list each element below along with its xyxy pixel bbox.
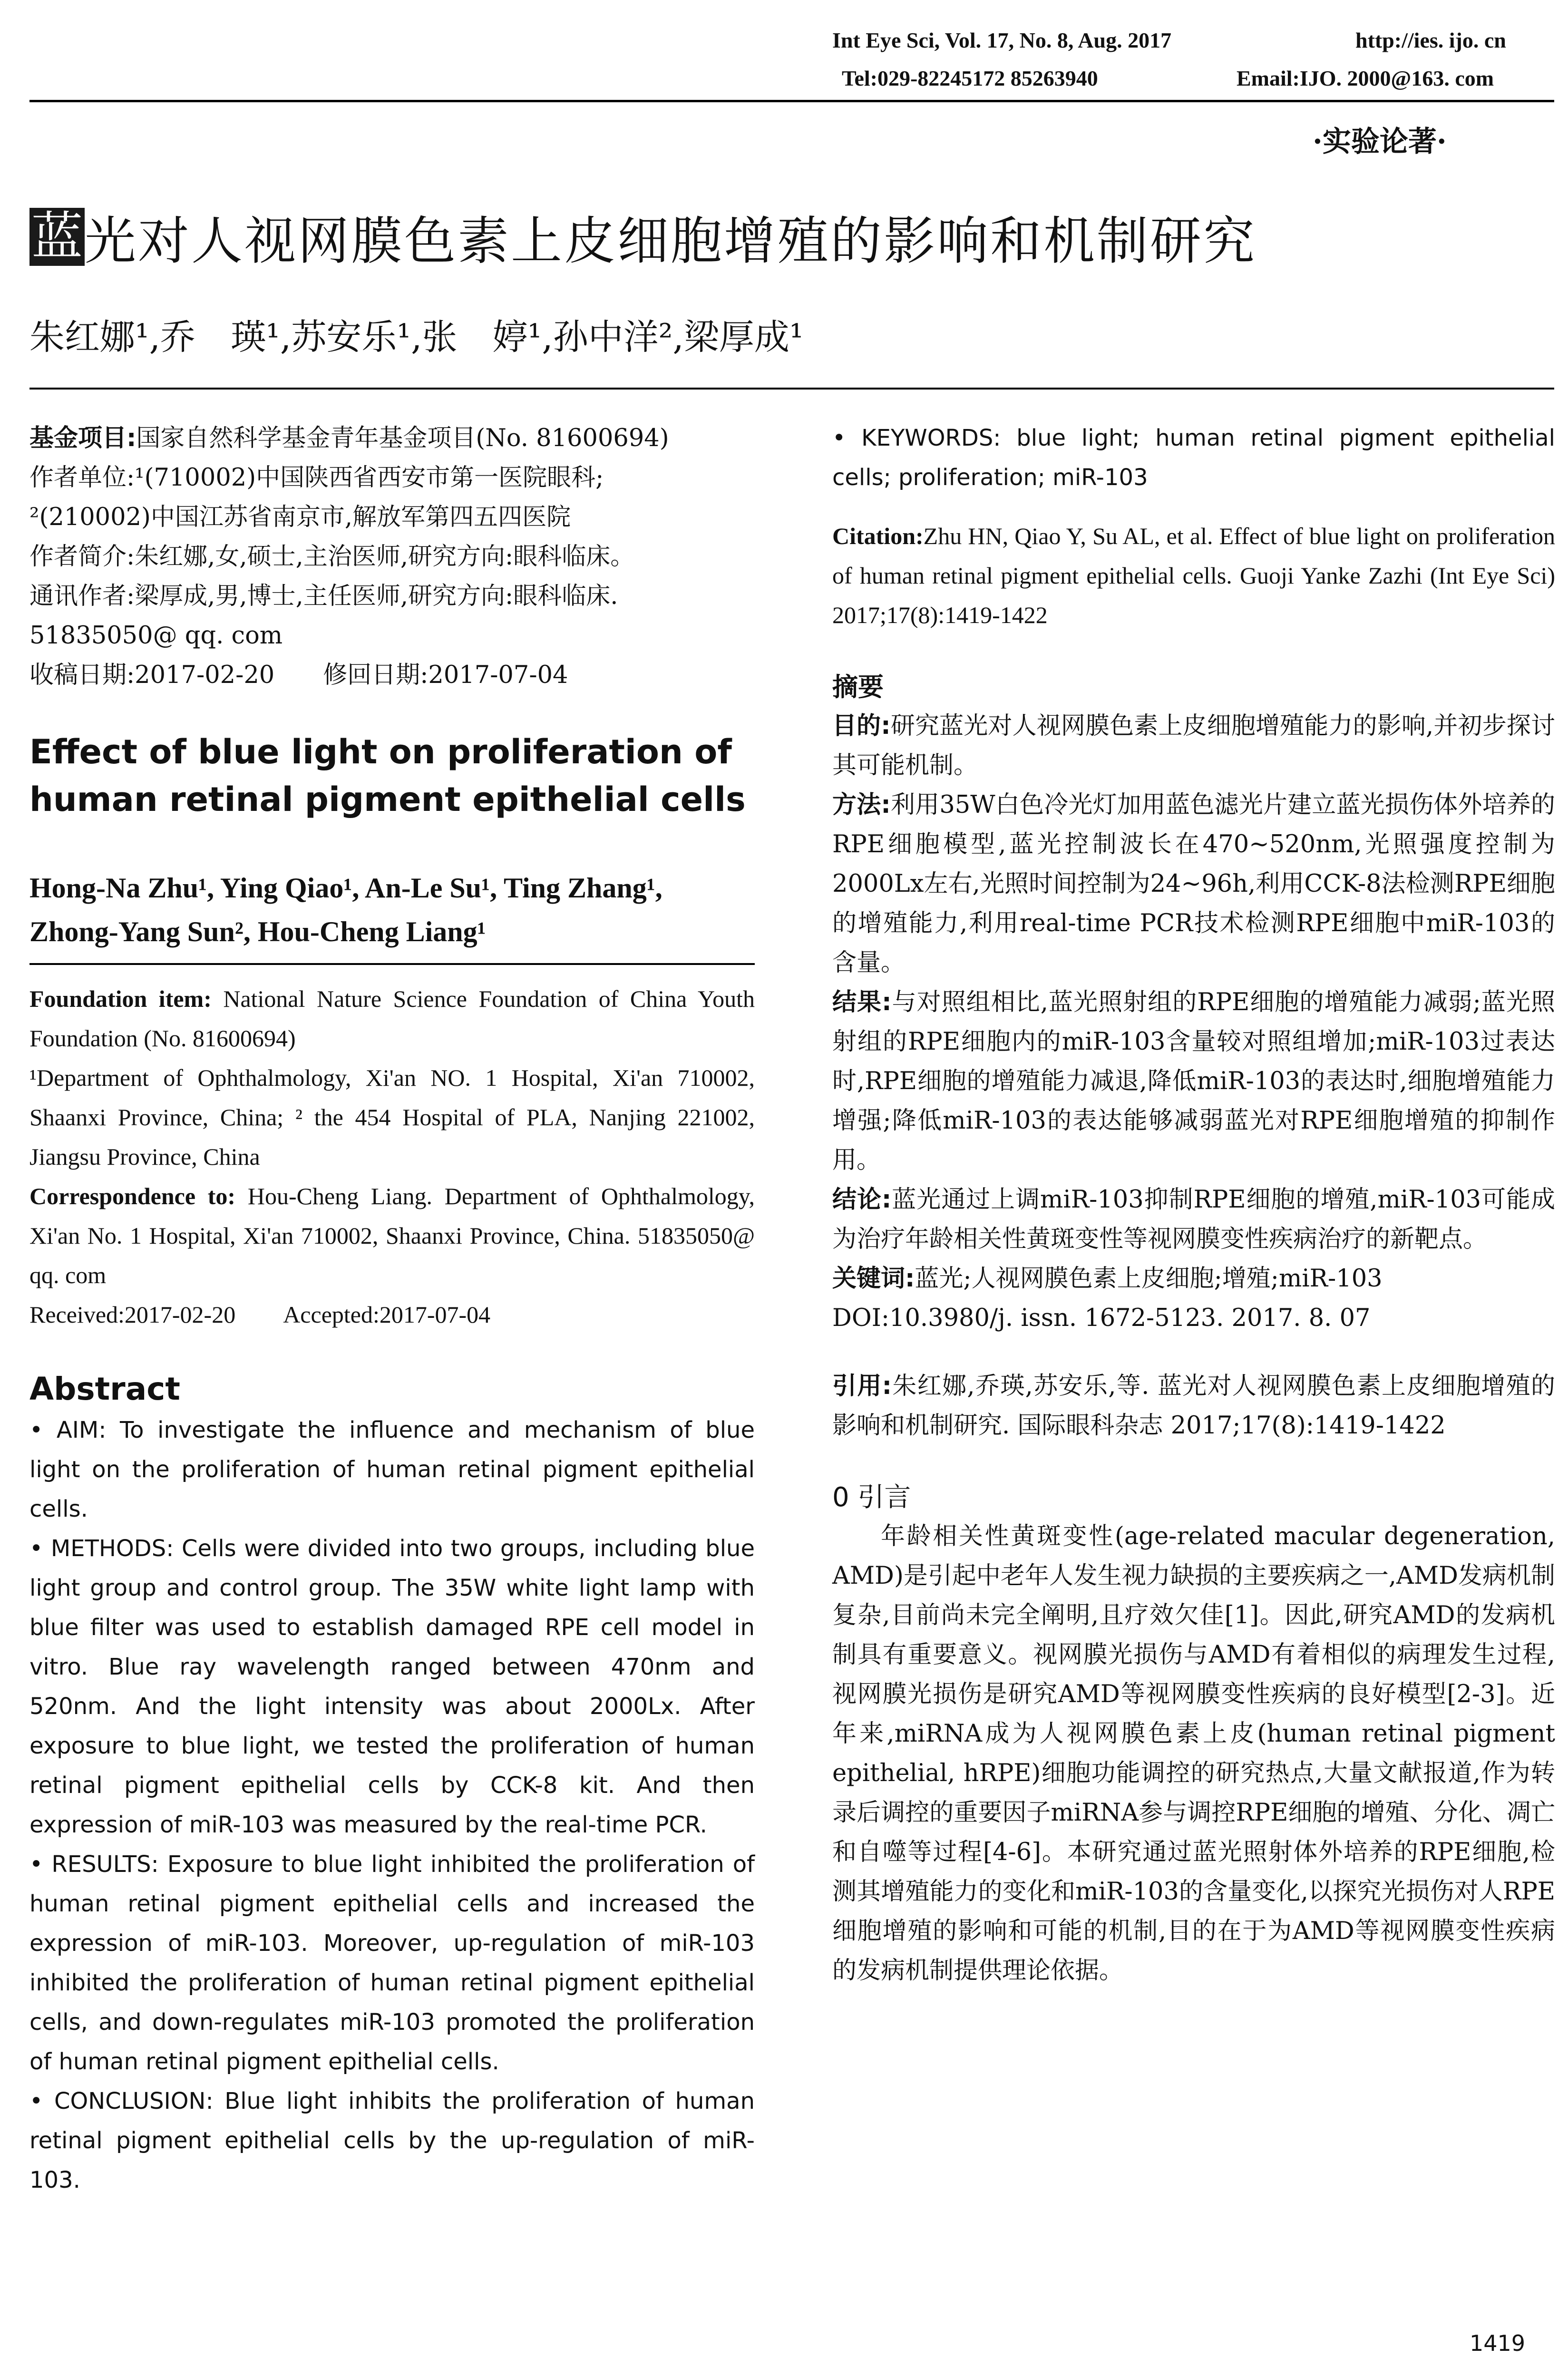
journal-url: http://ies. ijo. cn [1355,28,1506,52]
abstract-aim: • AIM: To investigate the influence and mechanism of blue light on the proliferation of human retinal pigment epithelial cells. [29,1417,755,1522]
cn-meta-line: ²(210002)中国江苏省南京市,解放军第四五四医院 [29,503,571,531]
intro-heading: 0 引言 [832,1482,911,1513]
left-column [29,419,755,2200]
zhaiyao-body [832,706,1555,1338]
title-initial: 蓝 [29,208,85,266]
right-column [832,419,1555,1990]
authors-rule [29,388,1554,390]
keywords-en: • KEYWORDS: blue light; human retinal pigment epithelial cells; proliferation; miR-103 [832,425,1555,491]
fangfa: 方法:利用35W白色冷光灯加用蓝色滤光片建立蓝光损伤体外培养的RPE细胞模型,蓝光控制波长在470~520nm,光照强度控制为2000Lx左右,光照时间控制为24~96h,利用CCK-8法检测RPE细胞的增殖能力,利用real-time PCR技术检测RPE细胞中miR-103的含量。 [832,791,1555,977]
citation-cn: 引用:朱红娜,乔瑛,苏安乐,等. 蓝光对人视网膜色素上皮细胞增殖的影响和机制研究. 国际眼科杂志 2017;17(8):1419-1422 [832,1372,1555,1440]
received-accepted: Received:2017-02-20 Accepted:2017-07-04 [29,1301,491,1328]
journal-line: Int Eye Sci, Vol. 17, No. 8, Aug. 2017 [832,28,1172,52]
affiliations: ¹Department of Ophthalmology, Xi'an NO. 1 Hospital, Xi'an 710002, Shaanxi Province, China; ² the 454 Hospital of PLA, Nanjing 221002, Jiangsu Province, China [29,1064,755,1170]
jieguo: 结果:与对照组相比,蓝光照射组的RPE细胞的增殖能力减弱;蓝光照射组的RPE细胞内的miR-103含量较对照组增加;miR-103过表达时,RPE细胞的增殖能力减退,降低miR-103的表达时,细胞增殖能力增强;降低miR-103的表达能够减弱蓝光对RPE细胞增殖的抑制作用。 [832,988,1555,1174]
cn-meta-line: 收稿日期:2017-02-20 修回日期:2017-07-04 [29,661,568,689]
page-number: 1419 [1470,2330,1526,2356]
header-rule [29,100,1554,102]
en-authors-rule [29,963,755,965]
en-meta [29,979,755,1335]
abstract-body [29,1411,755,2200]
zhaiyao-heading: 摘要 [832,672,884,702]
abstract-methods: • METHODS: Cells were divided into two groups, including blue light group and control group. The 35W white light lamp with blue filter was used to establish damaged RPE cell model in vitro. Blue ray wavelength ranged between 470nm and 520nm. And the light intensity was about 2000Lx. After exposure to blue light, we tested the proliferation of human retinal pigment epithelial cells by CCK-8 kit. And then expression of miR-103 was measured by the real-time PCR. [29,1535,755,1838]
cn-meta-line: 基金项目:国家自然科学基金青年基金项目(No. 81600694) [29,424,669,452]
cn-meta-line: 作者简介:朱红娜,女,硕士,主治医师,研究方向:眼科临床。 [29,543,635,571]
intro-body: 年龄相关性黄斑变性(age-related macular degeneration, AMD)是引起中老年人发生视力缺损的主要疾病之一,AMD发病机制复杂,目前尚未完全阐明,且疗效欠佳[1]。因此,研究AMD的发病机制具有重要意义。视网膜光损伤与AMD有着相似的病理发生过程,视网膜光损伤是研究AMD等视网膜变性疾病的良好模型[2-3]。近年来,miRNA成为人视网膜色素上皮(human retinal pigment epithelial, hRPE)细胞功能调控的研究热点,大量文献报道,作为转录后调控的重要因子miRNA参与调控RPE细胞的增殖、分化、凋亡和自噬等过程[4-6]。本研究通过蓝光照射体外培养的RPE细胞,检测其增殖能力的变化和miR-103的含量变化,以探究光损伤对人RPE细胞增殖的影响和可能的机制,目的在于为AMD等视网膜变性疾病的发病机制提供理论依据。 [832,1522,1555,1985]
title-text: 光对人视网膜色素上皮细胞增殖的影响和机制研究 [85,212,1257,271]
mudi: 目的:研究蓝光对人视网膜色素上皮细胞增殖能力的影响,并初步探讨其可能机制。 [832,712,1555,779]
foundation-item: Foundation item: National Nature Science Foundation of China Youth Foundation (No. 81600694) [29,985,755,1052]
doi: DOI:10.3980/j. issn. 1672-5123. 2017. 8. 07 [832,1304,1371,1332]
journal-email: Email:IJO. 2000@163. com [1237,66,1494,90]
cn-meta-line: 作者单位:¹(710002)中国陕西省西安市第一医院眼科; [29,464,604,492]
cn-meta-line: 通讯作者:梁厚成,男,博士,主任医师,研究方向:眼科临床. [29,582,618,610]
citation-en: Citation:Zhu HN, Qiao Y, Su AL, et al. Effect of blue light on proliferation of human retinal pigment epithelial cells. Guoji Yanke Zazhi (Int Eye Sci) 2017;17(8):1419-1422 [832,523,1555,628]
guanjianci: 关键词:蓝光;人视网膜色素上皮细胞;增殖;miR-103 [832,1265,1383,1293]
authors-cn: 朱红娜¹,乔 瑛¹,苏安乐¹,张 婷¹,孙中洋²,梁厚成¹ [29,317,804,358]
abstract-results: • RESULTS: Exposure to blue light inhibited the proliferation of human retinal pigment epithelial cells and increased the expression of miR-103. Moreover, up-regulation of miR-103 inhibited the proliferation of human retinal pigment epithelial cells, and down-regulates miR-103 promoted the proliferation of human retinal pigment epithelial cells. [29,1851,755,2075]
en-authors: Hong-Na Zhu¹, Ying Qiao¹, An-Le Su¹, Ting Zhang¹, Zhong-Yang Sun², Hou-Cheng Liang¹ [29,872,662,947]
abstract-heading: Abstract [29,1371,180,1407]
journal-tel: Tel:029-82245172 85263940 [842,66,1098,90]
cn-meta-line: 51835050@ qq. com [29,622,283,650]
en-title: Effect of blue light on proliferation of human retinal pigment epithelial cells [29,732,746,819]
correspondence: Correspondence to: Hou-Cheng Liang. Department of Ophthalmology, Xi'an No. 1 Hospital, Xi'an 710002, Shaanxi Province, China. 51835050@ qq. com [29,1183,755,1288]
page-title [29,200,1256,273]
jielun: 结论:蓝光通过上调miR-103抑制RPE细胞的增殖,miR-103可能成为治疗年龄相关性黄斑变性等视网膜变性疾病治疗的新靶点。 [832,1186,1556,1253]
section-tag: ·实验论著· [1313,125,1447,158]
abstract-conclusion: • CONCLUSION: Blue light inhibits the proliferation of human retinal pigment epithelial cells by the up-regulation of miR-103. [29,2088,755,2193]
cn-meta [29,419,755,695]
